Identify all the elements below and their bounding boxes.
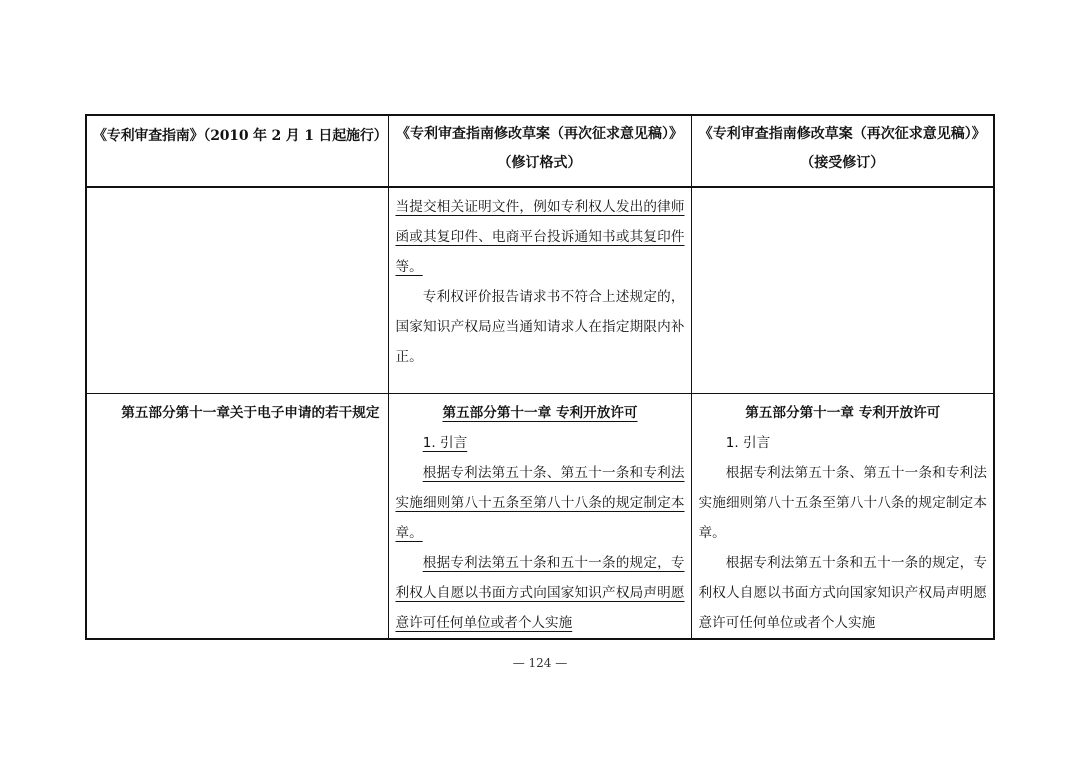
cell-revised-accepted	[691, 394, 994, 640]
cell-revised-accepted-empty	[691, 187, 994, 394]
revised-paragraph: 根据专利法第五十条、第五十一条和专利法实施细则第八十五条至第八十八条的规定制定本章。	[395, 465, 685, 541]
cell-current-empty	[86, 187, 388, 394]
accepted-paragraph: 根据专利法第五十条、第五十一条和专利法实施细则第八十五条至第八十八条的规定制定本章。	[698, 465, 987, 541]
chapter-heading: 第五部分第十一章 专利开放许可	[745, 405, 941, 421]
cell-revised-tracked	[388, 394, 691, 640]
revised-paragraph: 专利权评价报告请求书不符合上述规定的，国家知识产权局应当通知请求人在指定期限内补正。	[395, 289, 685, 365]
header-current-guideline: 《专利审查指南》（2010 年 2 月 1 日起施行）	[86, 115, 388, 187]
revised-paragraph: 根据专利法第五十条和五十一条的规定，专利权人自愿以书面方式向国家知识产权局声明愿意许可任何单位或者个人实施	[395, 555, 685, 631]
section-heading: 1. 引言	[422, 435, 468, 451]
table-row	[86, 187, 994, 394]
section-heading: 1. 引言	[725, 435, 771, 451]
cell-revised-tracked	[388, 187, 691, 394]
cell-current-guideline	[86, 394, 388, 640]
revised-paragraph: 当提交相关证明文件，例如专利权人发出的律师函或其复印件、电商平台投诉通知书或其复印件等。	[395, 199, 685, 275]
table-header-row	[86, 115, 994, 187]
header-revised-tracked: 《专利审查指南修改草案（再次征求意见稿）》（修订格式）	[388, 115, 691, 187]
header-revised-accepted: 《专利审查指南修改草案（再次征求意见稿）》（接受修订）	[691, 115, 994, 187]
chapter-heading: 第五部分第十一章 专利开放许可	[442, 405, 638, 421]
page-number: — 124 —	[512, 656, 568, 670]
table-row	[86, 394, 994, 640]
current-section-title: 第五部分第十一章关于电子申请的若干规定	[121, 405, 380, 421]
accepted-paragraph: 根据专利法第五十条和五十一条的规定，专利权人自愿以书面方式向国家知识产权局声明愿意许可任何单位或者个人实施	[698, 555, 987, 631]
comparison-table	[85, 114, 995, 640]
